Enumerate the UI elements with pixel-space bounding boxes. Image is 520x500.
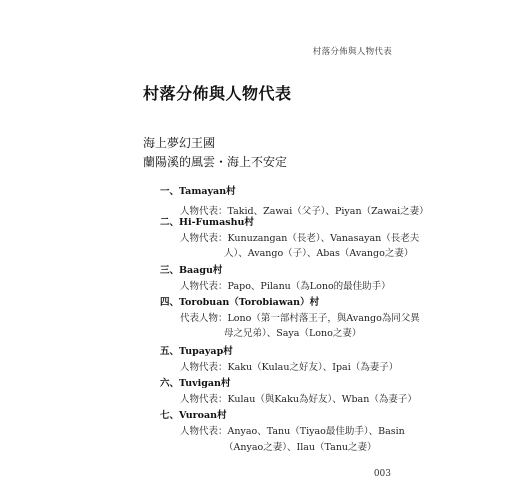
village-representatives-4-cont: 母之兄弟）、Saya（Lono之妻） — [224, 328, 362, 339]
village-representatives-2: 人物代表：Kunuzangan（長老）、Vanasayan（長老夫 — [180, 233, 420, 244]
village-heading-1: 一、Tamayan村 — [160, 186, 236, 197]
running-header: 村落分佈與人物代表 — [312, 47, 392, 57]
village-representatives-7: 人物代表：Anyao、Tanu（Tiyao最佳助手）、Basin — [180, 426, 405, 437]
village-representatives-3: 人物代表：Papo、Pilanu（為Lono的最佳助手） — [180, 281, 391, 292]
village-heading-4: 四、Torobuan（Torobiawan）村 — [160, 297, 320, 308]
village-heading-3: 三、Baagu村 — [160, 265, 223, 276]
page-number: 003 — [373, 469, 391, 479]
village-heading-2: 二、Hi-Fumashu村 — [160, 217, 254, 228]
village-representatives-6: 人物代表：Kulau（與Kaku為好友）、Wban（為妻子） — [180, 394, 417, 405]
section-subtitle-line1: 海上夢幻王國 — [143, 136, 216, 150]
village-representatives-2-cont: 人）、Avango（子）、Abas（Avango之妻） — [224, 248, 414, 259]
village-representatives-4: 代表人物：Lono（第一部村落王子，與Avango為同父異 — [180, 313, 420, 324]
section-subtitle-line2: 蘭陽溪的風雲・海上不安定 — [143, 155, 288, 169]
village-representatives-5: 人物代表：Kaku（Kulau之好友）、Ipai（為妻子） — [180, 362, 399, 373]
village-representatives-1: 人物代表：Takid、Zawai（父子）、Piyan（Zawai之妻） — [180, 206, 429, 217]
village-heading-5: 五、Tupayap村 — [160, 346, 233, 357]
village-heading-7: 七、Vuroan村 — [160, 410, 227, 421]
village-heading-6: 六、Tuvigan村 — [160, 378, 231, 389]
chapter-title: 村落分佈與人物代表 — [143, 84, 292, 103]
village-representatives-7-cont: （Anyao之妻）、Ilau（Tanu之妻） — [224, 442, 377, 453]
